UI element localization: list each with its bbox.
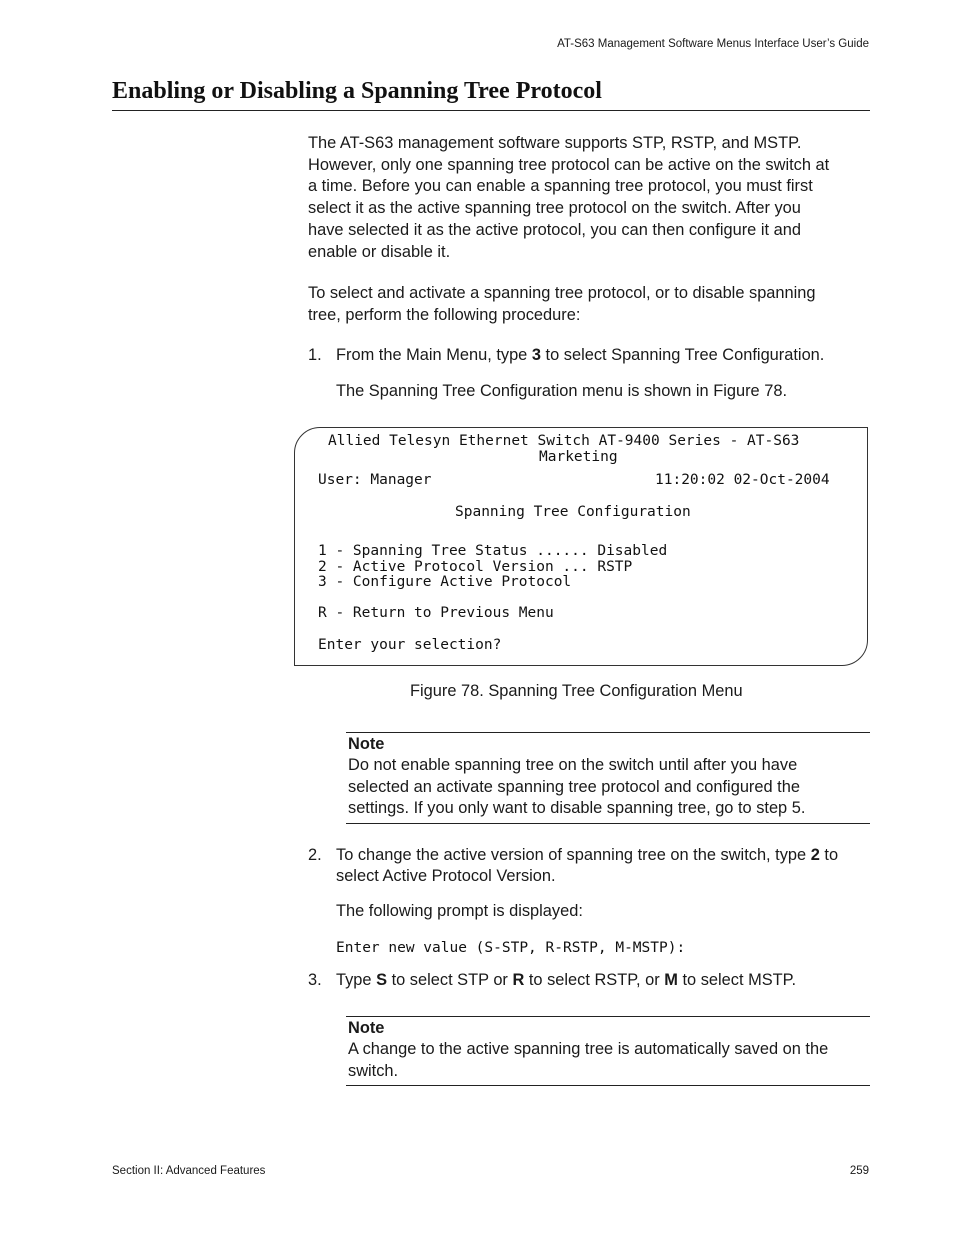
step-text-part: to [819, 846, 839, 864]
step-text-part: To change the active version of spanning tree on the switch, type [336, 846, 811, 864]
title-rule [112, 110, 870, 111]
step-text [336, 845, 870, 887]
step-number: 3. [308, 971, 322, 989]
intro-line: The AT-S63 management software supports STP, RSTP, and MSTP. [308, 134, 802, 152]
step-text-part: to select STP or [387, 971, 513, 989]
step-number: 2. [308, 846, 322, 864]
procedure-line: tree, perform the following procedure: [308, 305, 581, 324]
procedure-intro [308, 283, 870, 326]
note-line: settings. If you only want to disable spanning tree, go to step 5. [348, 799, 806, 818]
step-number: 1. [308, 346, 322, 364]
note-box [346, 732, 870, 824]
section-title: Enabling or Disabling a Spanning Tree Protocol [112, 78, 602, 104]
key-3: 3 [531, 346, 541, 364]
screen-datetime: 11:20:02 02-Oct-2004 [655, 472, 830, 488]
step-text [336, 345, 870, 366]
note-line: Do not enable spanning tree on the switch until after you have [348, 756, 798, 774]
screen-user: User: Manager [318, 472, 432, 488]
screen-menu-title: Spanning Tree Configuration [455, 504, 691, 520]
note-line: A change to the active spanning tree is automatically saved on the [348, 1040, 829, 1058]
step-text-part: From the Main Menu, type [336, 346, 532, 364]
menu-item: 3 - Configure Active Protocol [318, 574, 572, 590]
step-text-part: to select Spanning Tree Configuration. [540, 346, 825, 364]
menu-item: 2 - Active Protocol Version ... RSTP [318, 559, 633, 575]
step-text-part: to select MSTP. [677, 971, 797, 989]
value-prompt: Enter new value (S-STP, R-RSTP, M-MSTP): [336, 940, 686, 956]
step-text [336, 970, 870, 991]
step-1-result: The Spanning Tree Configuration menu is shown in Figure 78. [336, 382, 788, 400]
menu-return: R - Return to Previous Menu [318, 605, 554, 621]
step-text-part: select Active Protocol Version. [336, 867, 556, 885]
step-2-result: The following prompt is displayed: [336, 902, 583, 920]
intro-paragraph [308, 133, 870, 263]
running-header: AT-S63 Management Software Menus Interface User’s Guide [557, 38, 869, 50]
screen-location: Marketing [539, 449, 618, 465]
intro-line: enable or disable it. [308, 242, 451, 261]
note-heading: Note [348, 1019, 385, 1037]
intro-line: a time. Before you can enable a spanning tree protocol, you must first [308, 177, 813, 196]
step-text-part: Type [336, 971, 377, 989]
key-2: 2 [810, 846, 820, 864]
screen-banner: Allied Telesyn Ethernet Switch AT-9400 Series - AT-S63 [328, 433, 800, 449]
intro-line: However, only one spanning tree protocol can be active on the switch at [308, 155, 830, 174]
screen-prompt: Enter your selection? [318, 637, 502, 653]
note-line: switch. [348, 1061, 399, 1080]
footer-section: Section II: Advanced Features [112, 1165, 266, 1177]
intro-line: have selected it as the active protocol, you can then configure it and [308, 220, 801, 239]
note-box [346, 1016, 870, 1086]
procedure-line: To select and activate a spanning tree protocol, or to disable spanning [308, 284, 816, 302]
figure-caption: Figure 78. Spanning Tree Configuration Menu [410, 682, 743, 700]
page-number: 259 [849, 1165, 869, 1177]
key-m: M [664, 971, 678, 989]
intro-line: select it as the active spanning tree protocol on the switch. After you [308, 199, 801, 218]
key-r: R [512, 971, 525, 989]
terminal-screen [294, 427, 868, 666]
key-s: S [376, 971, 388, 989]
note-line: selected an activate spanning tree protocol and configured the [348, 777, 800, 796]
note-heading: Note [348, 735, 385, 753]
step-text-part: to select RSTP, or [524, 971, 665, 989]
menu-item: 1 - Spanning Tree Status ...... Disabled [318, 543, 668, 559]
